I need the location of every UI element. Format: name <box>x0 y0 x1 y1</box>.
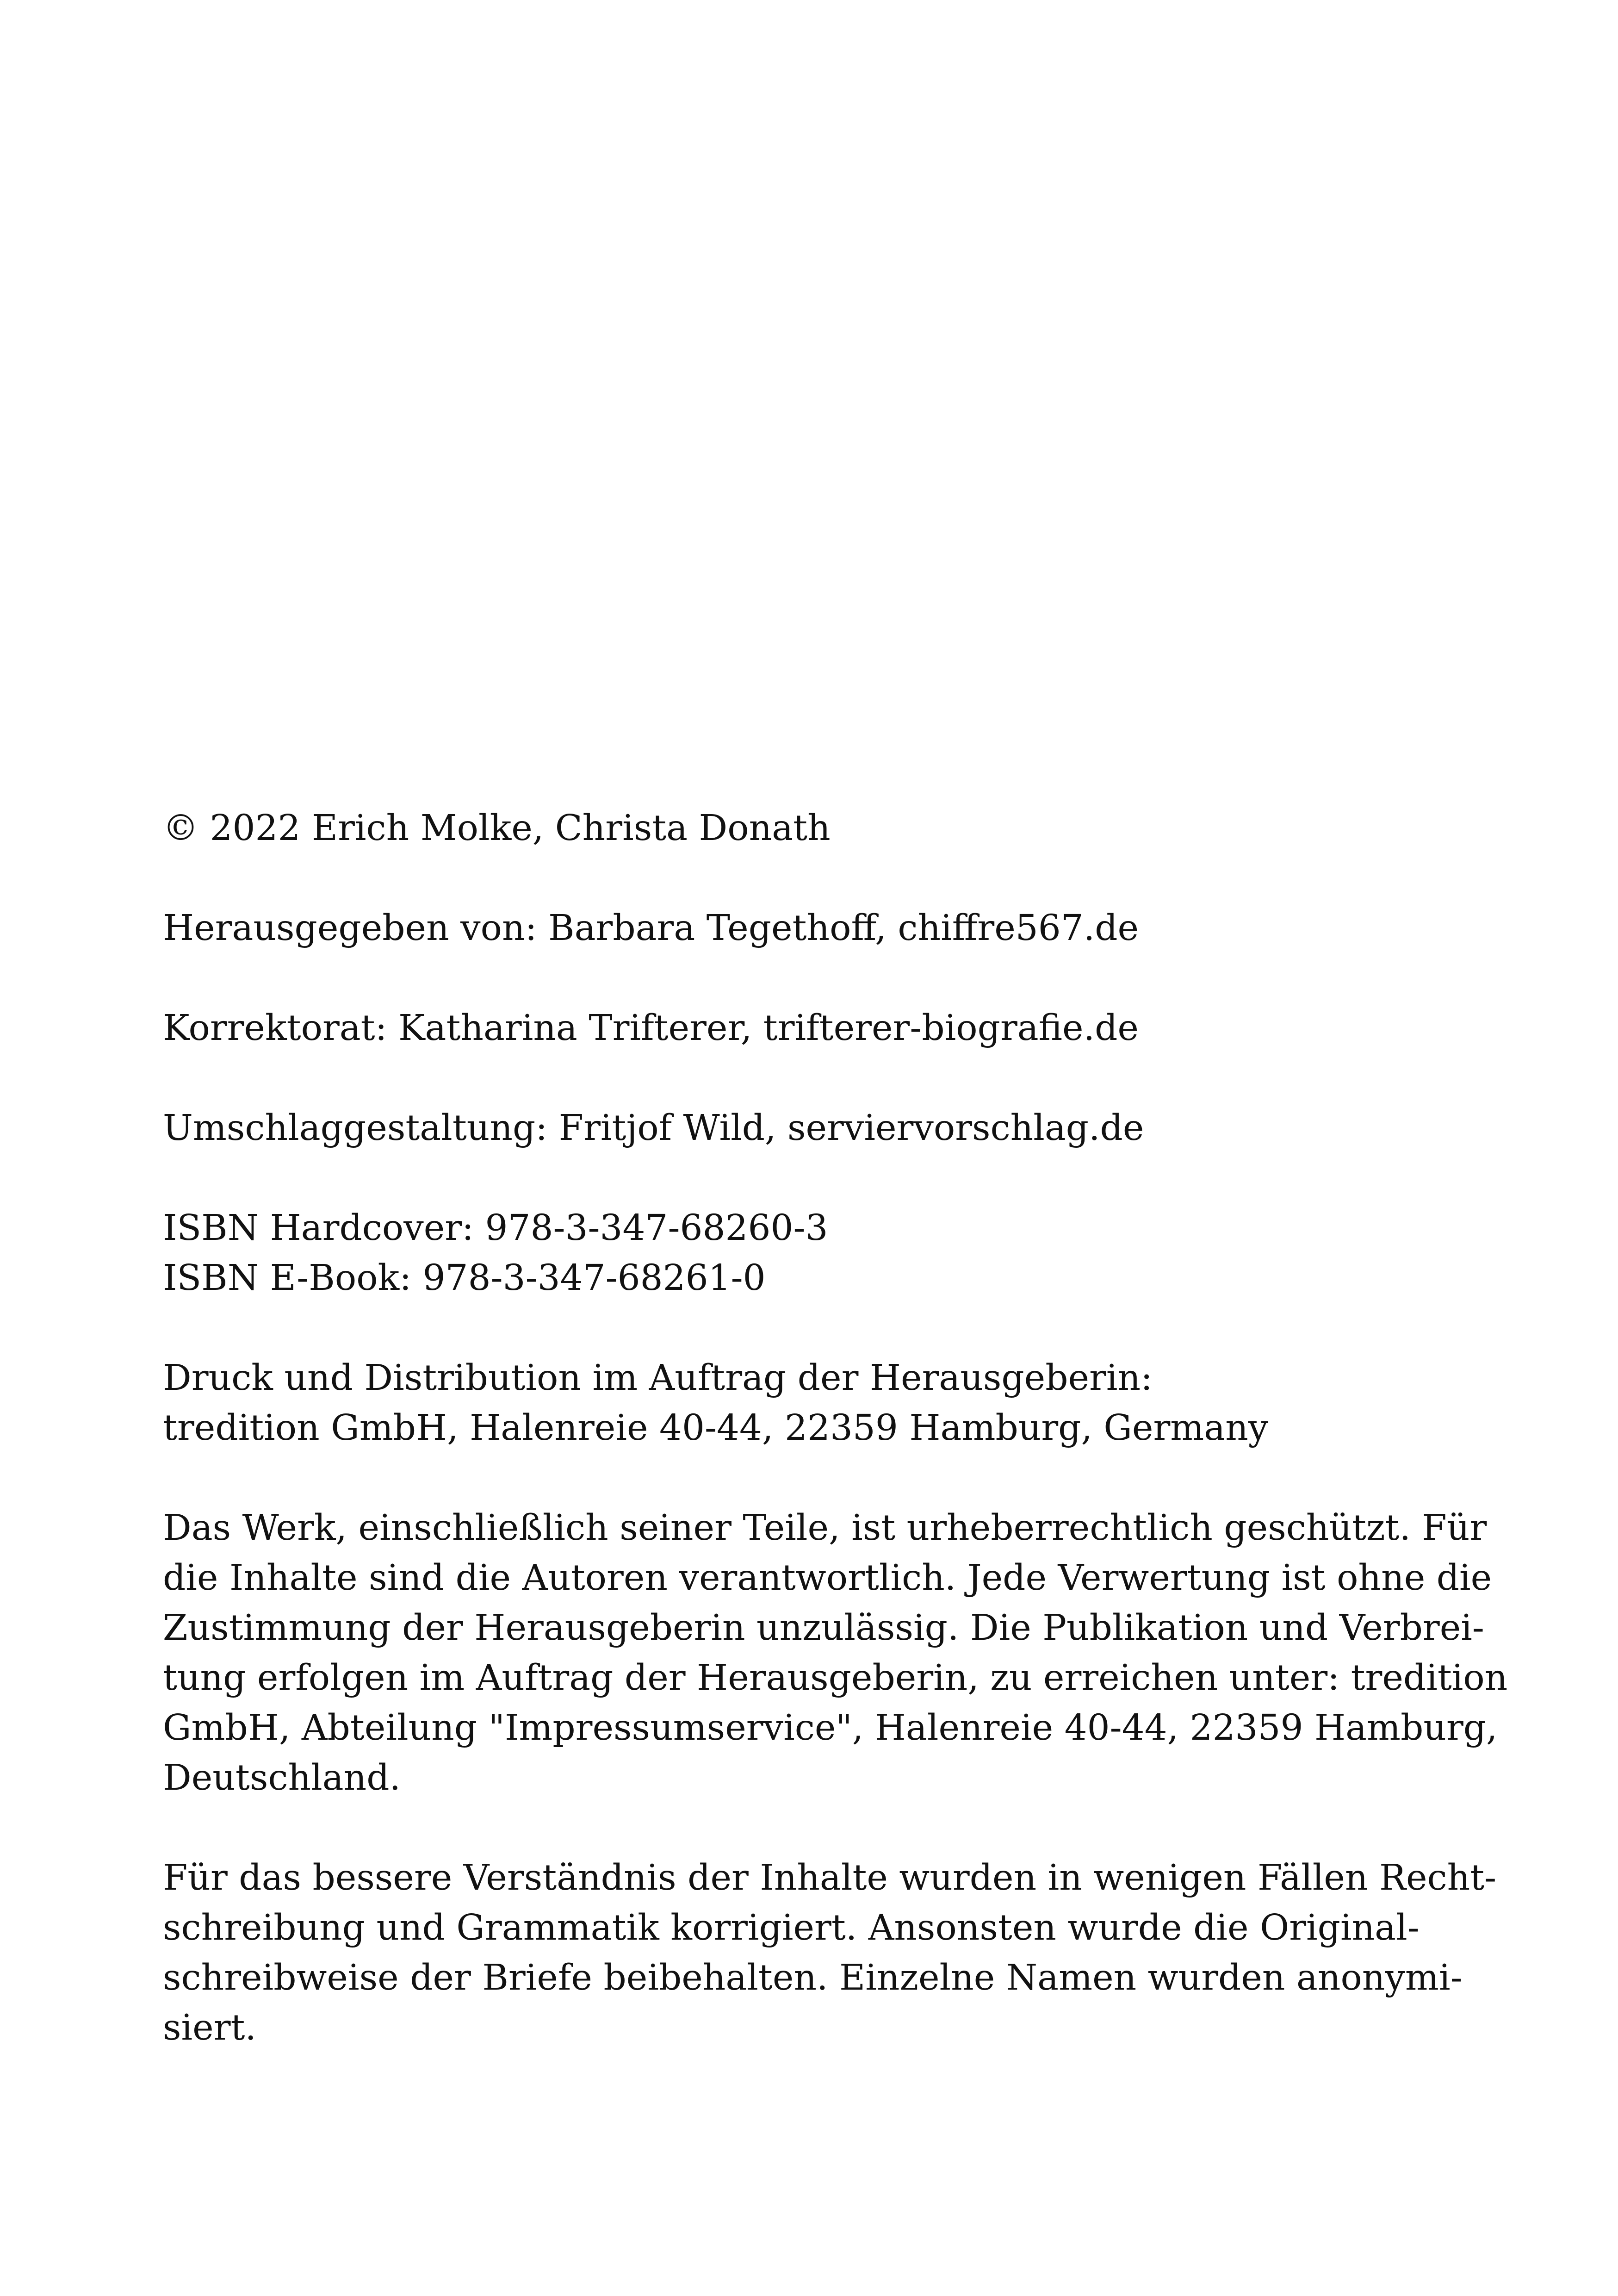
editor-block <box>163 903 1449 953</box>
isbn-hardcover-line: ISBN Hardcover: 978-3-347-68260-3 <box>163 1207 828 1249</box>
distribution-block <box>163 1353 1449 1453</box>
copyright-notice-line: GmbH, Abteilung "Impressumservice", Halenreie 40-44, 22359 Hamburg, <box>163 1707 1498 1748</box>
copyright-line: © 2022 Erich Molke, Christa Donath <box>163 808 831 849</box>
editorial-note-line: schreibung und Grammatik korrigiert. Ansonsten wurde die Original- <box>163 1907 1420 1948</box>
isbn-ebook-line: ISBN E-Book: 978-3-347-68261-0 <box>163 1257 766 1299</box>
copyright-notice-line: tung erfolgen im Auftrag der Herausgeberin, zu erreichen unter: tredition <box>163 1657 1508 1699</box>
copyright-notice-line: Zustimmung der Herausgeberin unzulässig. Die Publikation und Verbrei- <box>163 1607 1484 1649</box>
cover-design-block <box>163 1103 1449 1153</box>
cover-design-line: Umschlaggestaltung: Fritjof Wild, serviervorschlag.de <box>163 1108 1144 1149</box>
copyright-notice-line: die Inhalte sind die Autoren verantwortlich. Jede Verwertung ist ohne die <box>163 1557 1492 1599</box>
isbn-block <box>163 1203 1449 1303</box>
editorial-note-line: schreibweise der Briefe beibehalten. Einzelne Namen wurden anonymi- <box>163 1957 1463 1998</box>
editorial-note-line: siert. <box>163 2007 256 2048</box>
distribution-line: tredition GmbH, Halenreie 40-44, 22359 Hamburg, Germany <box>163 1407 1269 1449</box>
copyright-notice-line: Das Werk, einschließlich seiner Teile, ist urheberrechtlich geschützt. Für <box>163 1507 1487 1549</box>
copyright-notice-line: Deutschland. <box>163 1757 401 1798</box>
proofreading-line: Korrektorat: Katharina Trifterer, trifterer-biografie.de <box>163 1008 1139 1049</box>
imprint-block <box>163 803 1508 2103</box>
copyright-line-block <box>163 803 1449 853</box>
editor-line: Herausgegeben von: Barbara Tegethoff, chiffre567.de <box>163 908 1139 949</box>
copyright-notice-block <box>163 1503 1508 1803</box>
distribution-line: Druck und Distribution im Auftrag der Herausgeberin: <box>163 1357 1153 1399</box>
editorial-note-line: Für das bessere Verständnis der Inhalte wurden in wenigen Fällen Recht- <box>163 1857 1497 1898</box>
editorial-note-block <box>163 1853 1497 2053</box>
proofreading-block <box>163 1003 1449 1053</box>
